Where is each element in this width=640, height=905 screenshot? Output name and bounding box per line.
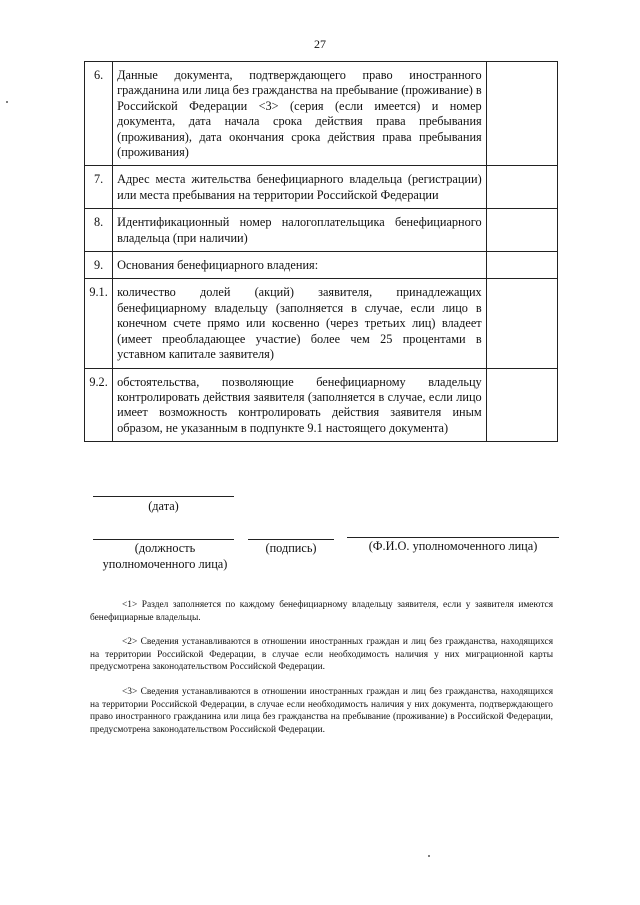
table-row xyxy=(85,166,558,209)
row-number: 9.1. xyxy=(85,279,113,368)
beneficiary-info-table xyxy=(84,61,558,442)
row-number: 9. xyxy=(85,252,113,279)
row-label: количество долей (акций) заявителя, принадлежащих бенефициарному владельцу (заполняется в случае, если лицо в конечном счете прямо или косвенно (через третьих лиц) владеет (имеет преобладающее участие) более чем 25 процентами в уставном капитале заявителя) xyxy=(113,279,487,368)
date-line[interactable] xyxy=(93,496,234,497)
footnote-ref: <2> xyxy=(122,637,138,648)
row-value-cell[interactable] xyxy=(486,368,557,442)
footnote xyxy=(90,636,553,674)
footnote-ref: <1> xyxy=(122,600,138,610)
footnotes xyxy=(90,599,553,748)
table-row xyxy=(85,279,558,368)
row-value-cell[interactable] xyxy=(486,252,557,279)
row-number: 7. xyxy=(85,166,113,209)
footnote-text: Раздел заполняется по каждому бенефициарному владельцу заявителя, если у заявителя имеются бенефициарные владельцы. xyxy=(90,600,554,623)
scan-speck xyxy=(428,855,430,857)
row-label: Идентификационный номер налогоплательщика бенефициарного владельца (при наличии) xyxy=(113,209,487,252)
row-number: 6. xyxy=(85,62,113,166)
table-row xyxy=(85,368,558,442)
row-label: Основания бенефициарного владения: xyxy=(113,252,487,279)
row-value-cell[interactable] xyxy=(486,166,557,209)
row-value-cell[interactable] xyxy=(486,279,557,368)
row-label: Адрес места жительства бенефициарного владельца (регистрации) или места пребывания на территории Российской Федерации xyxy=(113,166,487,209)
footnote-text: Сведения устанавливаются в отношении иностранных граждан и лиц без гражданства, находящихся на территории Российской Федерации, в случае если необходимость наличия у них документа, подтверждающего право иностранного гражданина или лица без гражданства на пребывание (проживание) в Российской Федерации, предусмотрена законодательством Российской Федерации. xyxy=(90,686,554,735)
footnote xyxy=(90,599,553,624)
name-label: (Ф.И.О. уполномоченного лица) xyxy=(368,539,538,553)
footnote-ref: <3> xyxy=(122,686,138,697)
row-number: 8. xyxy=(85,209,113,252)
position-label: (должность уполномоченного лица) xyxy=(102,541,228,571)
signature-label: (подпись) xyxy=(265,541,317,555)
footnote xyxy=(90,686,553,736)
date-label: (дата) xyxy=(148,499,179,513)
table-row xyxy=(85,252,558,279)
table-row xyxy=(85,62,558,166)
page-number: 27 xyxy=(314,37,326,51)
row-label: Данные документа, подтверждающего право иностранного гражданина или лица без гражданства на пребывание (проживание) в Российской Федерации <3> (серия (если имеется) и номер документа, дата начала срока действия права пребывания (проживания), дата окончания срока действия права пребывания (проживания) xyxy=(113,62,487,166)
row-value-cell[interactable] xyxy=(486,209,557,252)
row-value-cell[interactable] xyxy=(486,62,557,166)
row-number: 9.2. xyxy=(85,368,113,442)
row-label: обстоятельства, позволяющие бенефициарному владельцу контролировать действия заявителя (заполняется в случае, если лицо имеет возможность контролировать действия заявителя иным образом, не указанным в подпункте 9.1 настоящего документа) xyxy=(113,368,487,442)
table-row xyxy=(85,209,558,252)
footnote-text: Сведения устанавливаются в отношении иностранных граждан и лиц без гражданства, находящихся на территории Российской Федерации, в случае если необходимость наличия у них миграционной карты предусмотрена законодательством Российской Федерации. xyxy=(90,637,554,673)
scan-speck xyxy=(6,101,8,103)
